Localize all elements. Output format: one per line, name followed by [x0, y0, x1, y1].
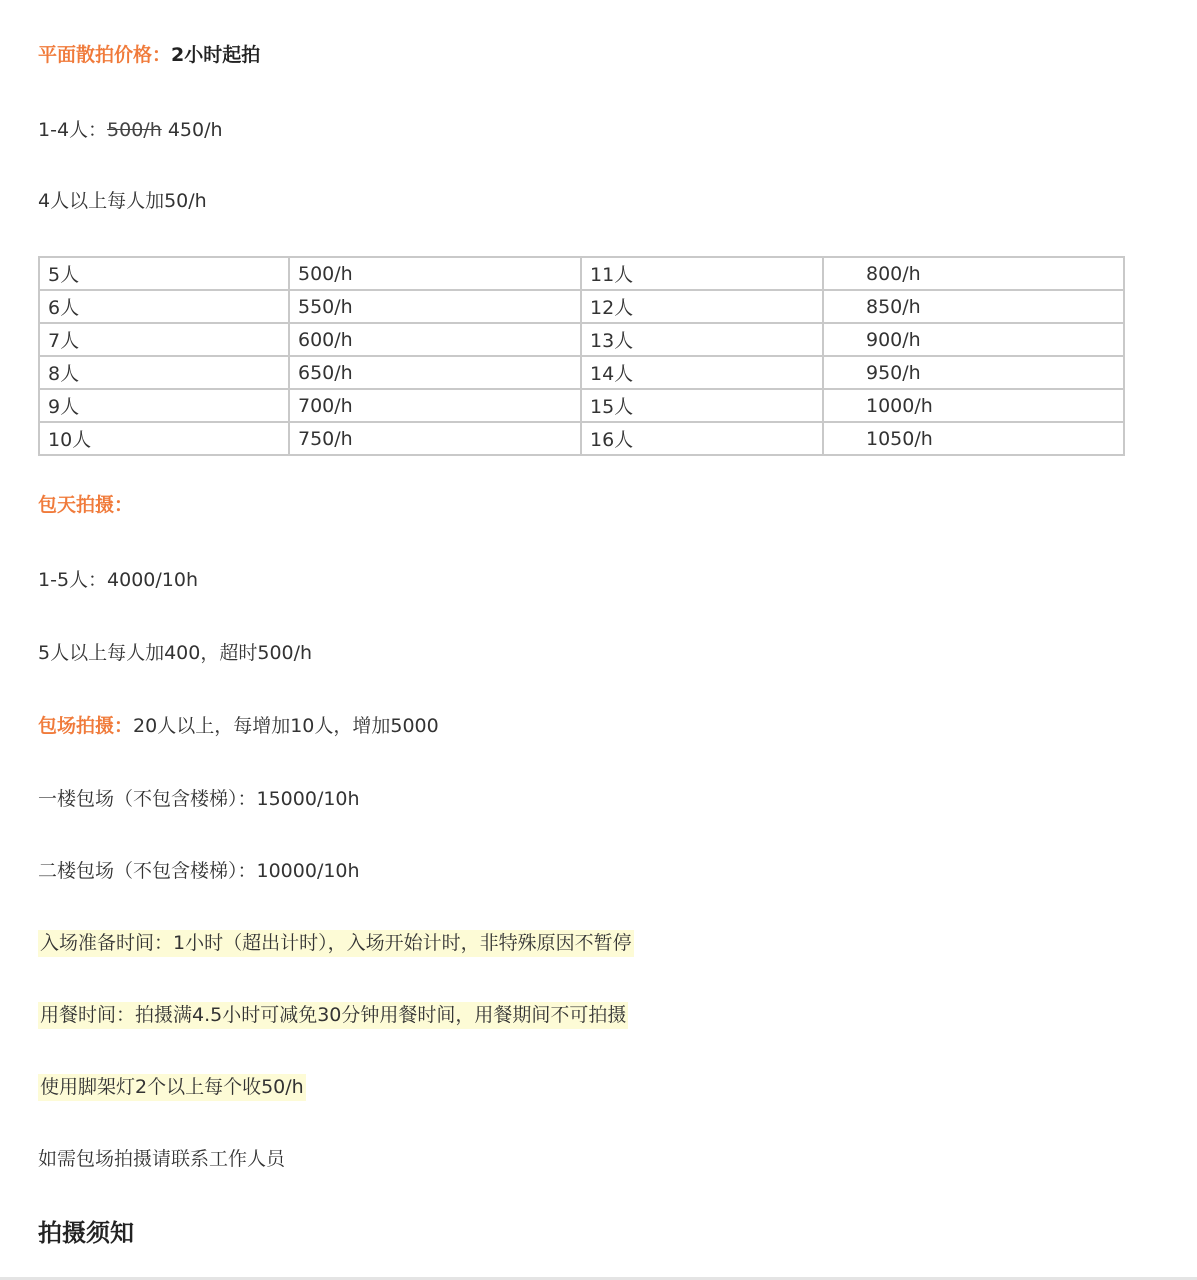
day-shoot-title-text: 包天拍摄： [38, 494, 134, 516]
people-count-cell: 15人 [581, 389, 823, 422]
price-cell: 1000/h [823, 389, 1124, 422]
people-count-cell: 10人 [39, 422, 289, 455]
venue-floor-1: 一楼包场（不包含楼梯）：15000/10h [38, 788, 360, 810]
shooting-notice-heading: 拍摄须知 [38, 1219, 134, 1247]
meal-time-note [38, 1002, 628, 1028]
venue-floor-2: 二楼包场（不包含楼梯）：10000/10h [38, 860, 360, 882]
price-cell: 1050/h [823, 422, 1124, 455]
price-cell: 700/h [289, 389, 581, 422]
flat-price-line-1 [38, 117, 223, 143]
people-count-cell: 13人 [581, 323, 823, 356]
flat-old-price: 500/h [107, 119, 162, 141]
table-row [39, 422, 1124, 455]
people-count-cell: 9人 [39, 389, 289, 422]
people-count-cell: 8人 [39, 356, 289, 389]
meal-time-text: 用餐时间：拍摄满4.5小时可减免30分钟用餐时间，用餐期间不可拍摄 [38, 1002, 628, 1029]
venue-shoot-heading [38, 713, 439, 739]
tripod-light-note [38, 1074, 306, 1100]
prep-time-note [38, 930, 634, 956]
price-cell: 500/h [289, 257, 581, 290]
table-row [39, 356, 1124, 389]
contact-note: 如需包场拍摄请联系工作人员 [38, 1148, 286, 1170]
price-table-body [39, 257, 1124, 455]
price-cell: 800/h [823, 257, 1124, 290]
price-cell: 600/h [289, 323, 581, 356]
table-row [39, 290, 1124, 323]
price-cell: 950/h [823, 356, 1124, 389]
price-cell: 850/h [823, 290, 1124, 323]
price-cell: 900/h [823, 323, 1124, 356]
flat-pricing-subtitle: 2小时起拍 [171, 44, 261, 66]
flat-price-prefix: 1-4人： [38, 119, 108, 141]
people-count-cell: 11人 [581, 257, 823, 290]
price-cell: 550/h [289, 290, 581, 323]
people-count-cell: 5人 [39, 257, 289, 290]
day-shoot-line-1: 1-5人：4000/10h [38, 569, 199, 591]
people-count-cell: 12人 [581, 290, 823, 323]
table-row [39, 323, 1124, 356]
table-row [39, 389, 1124, 422]
flat-price-line-2: 4人以上每人加50/h [38, 190, 207, 212]
venue-shoot-title-rest: 20人以上，每增加10人，增加5000 [133, 715, 439, 737]
tripod-light-text: 使用脚架灯2个以上每个收50/h [38, 1074, 306, 1101]
day-shoot-line-2: 5人以上每人加400，超时500/h [38, 642, 313, 664]
prep-time-text: 入场准备时间：1小时（超出计时），入场开始计时，非特殊原因不暂停 [38, 930, 634, 957]
price-table [38, 256, 1125, 456]
people-count-cell: 7人 [39, 323, 289, 356]
people-count-cell: 6人 [39, 290, 289, 323]
venue-shoot-title: 包场拍摄： [38, 715, 134, 737]
people-count-cell: 16人 [581, 422, 823, 455]
price-cell: 750/h [289, 422, 581, 455]
flat-new-price: 450/h [167, 119, 223, 141]
day-shoot-title [38, 492, 133, 518]
table-row [39, 257, 1124, 290]
flat-pricing-title: 平面散拍价格： [38, 44, 172, 66]
people-count-cell: 14人 [581, 356, 823, 389]
price-cell: 650/h [289, 356, 581, 389]
flat-pricing-heading [38, 42, 260, 68]
